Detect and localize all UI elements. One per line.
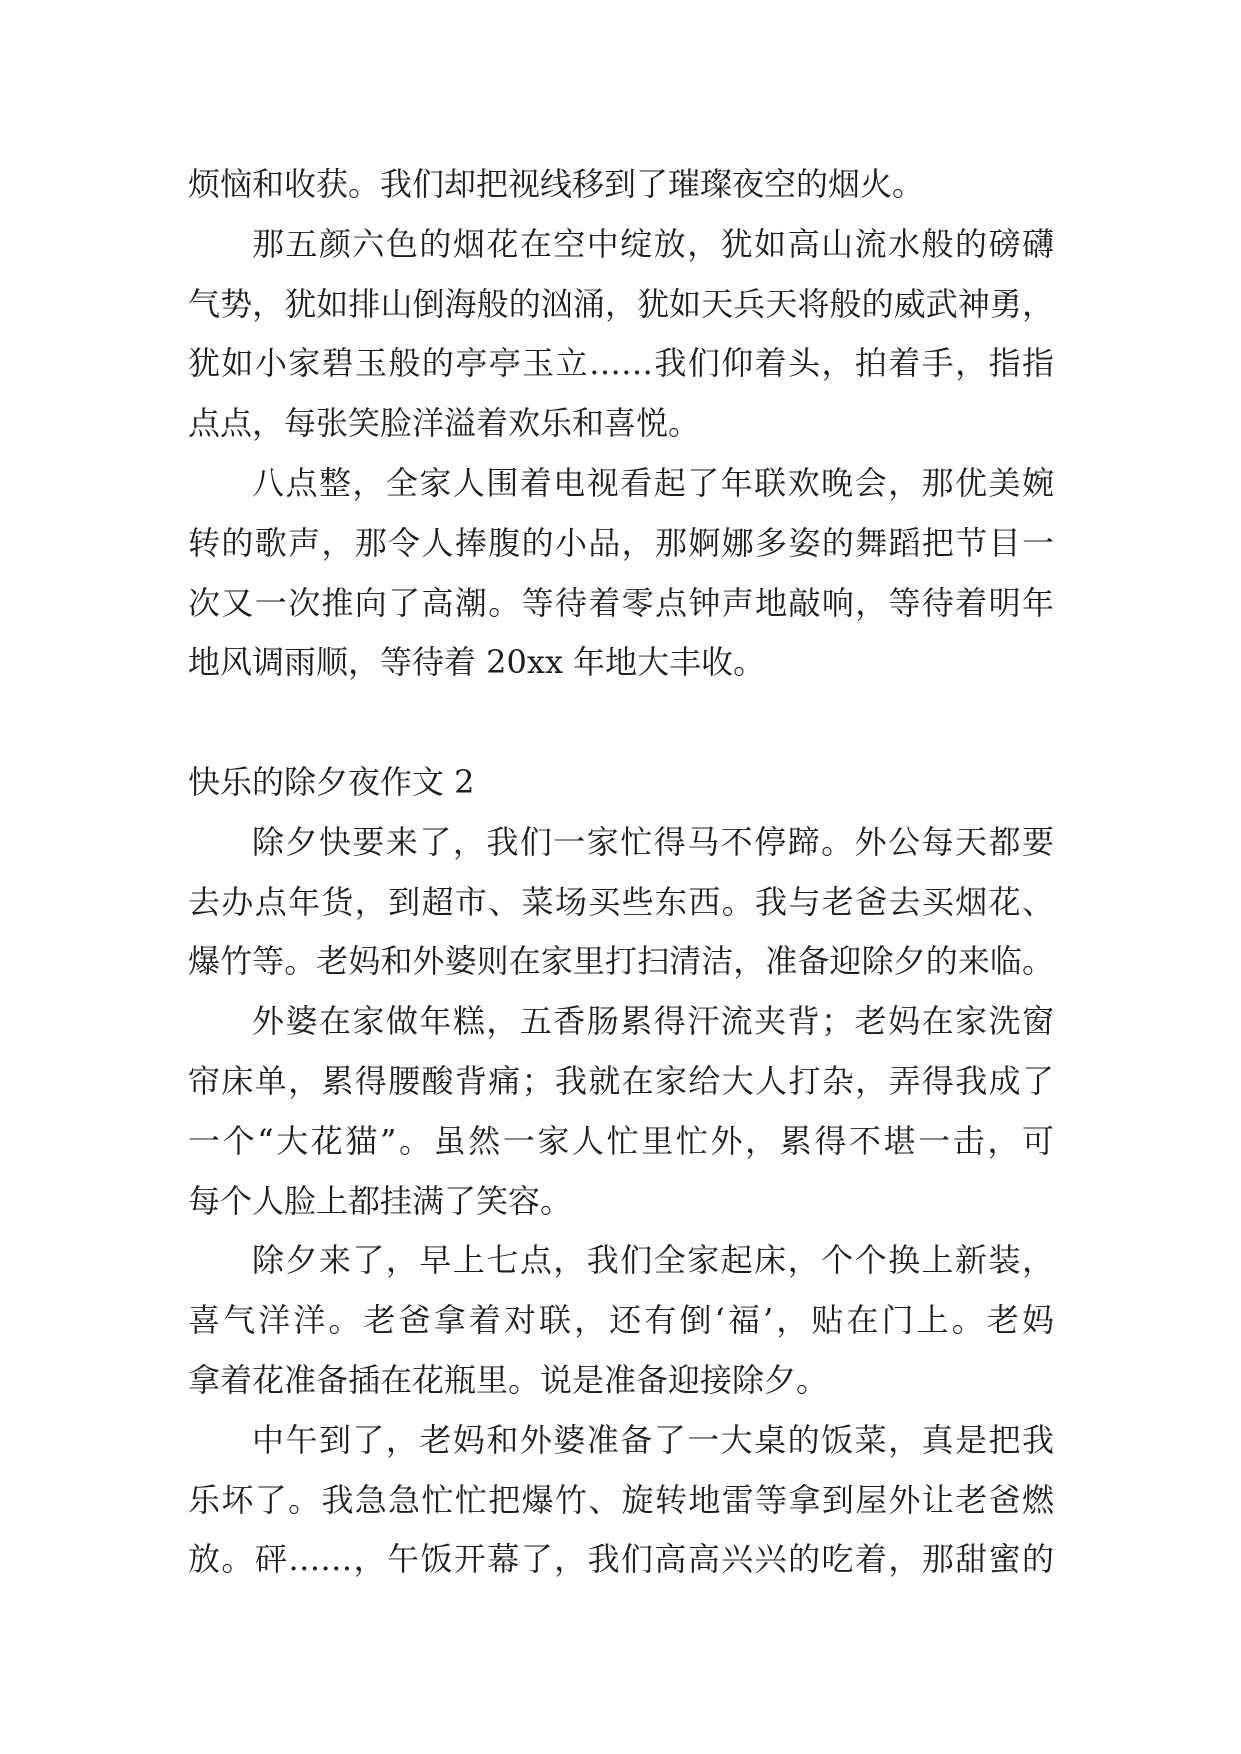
text-line: 除夕来了，早上七点，我们全家起床，个个换上新装， <box>252 1241 1054 1280</box>
text-line: 放。砰……，午饭开幕了，我们高高兴兴的吃着，那甜蜜的 <box>188 1540 1054 1579</box>
text-line: 外婆在家做年糕，五香肠累得汗流夹背；老妈在家洗窗 <box>252 1002 1054 1041</box>
paragraph <box>188 1231 1054 1410</box>
text-line: 犹如小家碧玉般的亭亭玉立……我们仰着头，拍着手，指指 <box>188 344 1054 383</box>
text-line: 喜气洋洋。老爸拿着对联，还有倒‘福’，贴在门上。老妈 <box>188 1301 1054 1340</box>
text-line: 转的歌声，那令人捧腹的小品，那婀娜多姿的舞蹈把节目一 <box>188 523 1054 562</box>
paragraph <box>188 813 1054 992</box>
text-line: 除夕快要来了，我们一家忙得马不停蹄。外公每天都要 <box>252 822 1054 861</box>
paragraph <box>188 155 1054 215</box>
text-line: 八点整，全家人围着电视看起了年联欢晚会，那优美婉 <box>252 463 1054 502</box>
text-line: 去办点年货，到超市、菜场买些东西。我与老爸去买烟花、 <box>188 882 1054 921</box>
text-line: 次又一次推向了高潮。等待着零点钟声地敲响，等待着明年 <box>188 583 1054 622</box>
paragraph <box>188 454 1054 693</box>
paragraph <box>188 1411 1054 1590</box>
text-line: 点点，每张笑脸洋溢着欢乐和喜悦。 <box>188 404 701 443</box>
text-line: 一个“大花猫”。虽然一家人忙里忙外，累得不堪一击，可 <box>188 1121 1054 1160</box>
text-line: 拿着花准备插在花瓶里。说是准备迎接除夕。 <box>188 1360 829 1399</box>
text-line: 爆竹等。老妈和外婆则在家里打扫清洁，准备迎除夕的来临。 <box>188 942 1054 981</box>
article-body <box>188 155 1054 1590</box>
text-line: 气势，犹如排山倒海般的汹涌，犹如天兵天将般的威武神勇， <box>188 284 1054 323</box>
text-line: 每个人脸上都挂满了笑容。 <box>188 1181 573 1220</box>
paragraph <box>188 215 1054 454</box>
paragraph <box>188 992 1054 1231</box>
text-line: 那五颜六色的烟花在空中绽放，犹如高山流水般的磅礴 <box>252 224 1054 263</box>
section-heading: 快乐的除夕夜作文 2 <box>188 762 475 801</box>
text-line: 乐坏了。我急急忙忙把爆竹、旋转地雷等拿到屋外让老爸燃 <box>188 1480 1054 1519</box>
text-line: 烦恼和收获。我们却把视线移到了璀璨夜空的烟火。 <box>188 165 925 203</box>
text-line: 地风调雨顺，等待着 20xx 年地大丰收。 <box>188 643 766 682</box>
text-line: 中午到了，老妈和外婆准备了一大桌的饭菜，真是把我 <box>252 1420 1054 1459</box>
text-line: 帘床单，累得腰酸背痛；我就在家给大人打杂，弄得我成了 <box>188 1061 1054 1100</box>
